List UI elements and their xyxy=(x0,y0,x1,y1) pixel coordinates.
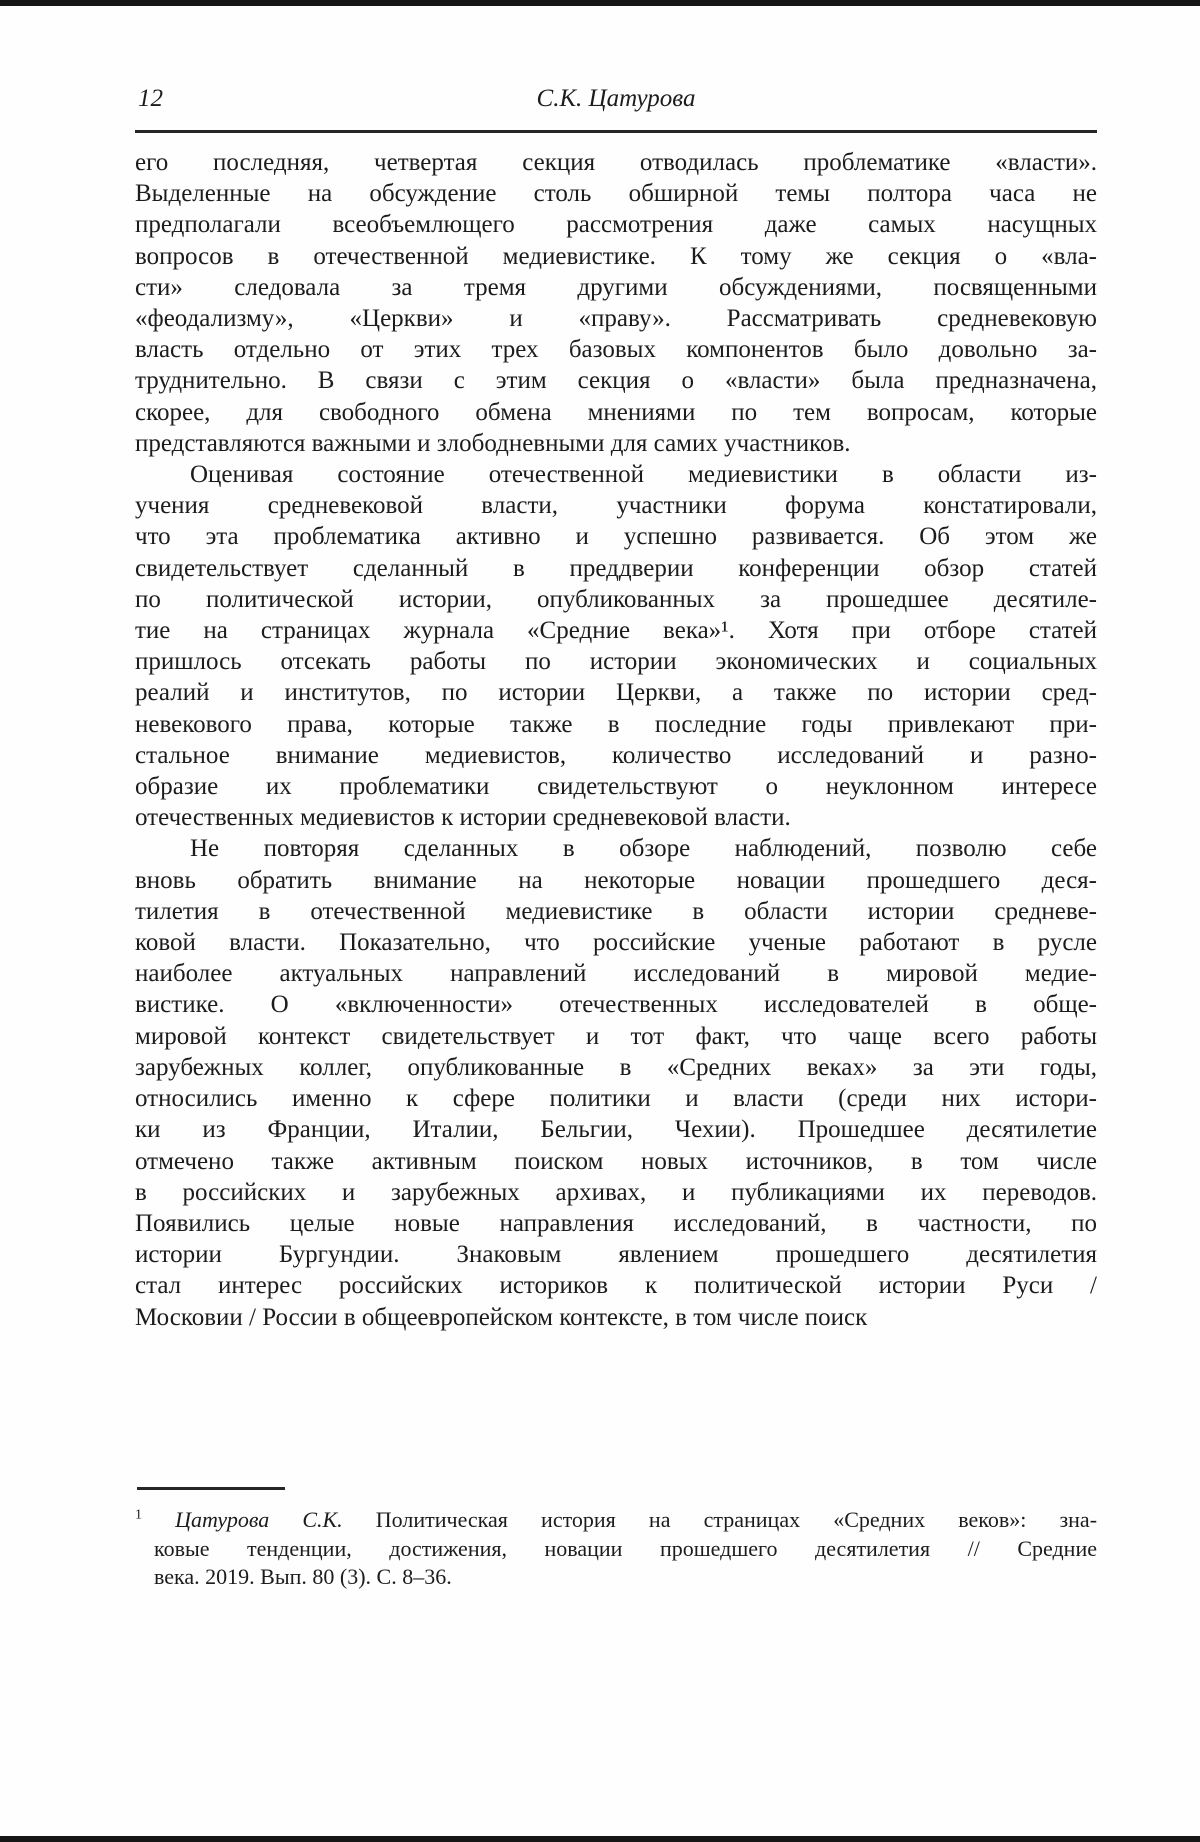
text-line: мировой контекст свидетельствует и тот факт, что чаще всего работы xyxy=(135,1022,1097,1050)
text-line: стальное внимание медиевистов, количество исследований и разно- xyxy=(135,741,1097,769)
text-line: отечественных медиевистов к истории средневековой власти. xyxy=(135,804,791,832)
scan-edge-bottom xyxy=(0,1836,1200,1842)
page-header xyxy=(135,84,1097,130)
scan-edge-top xyxy=(0,0,1200,6)
text-line: Выделенные на обсуждение столь обширной темы полтора часа не xyxy=(135,180,1097,208)
text-line: труднительно. В связи с этим секция о «власти» была предназначена, xyxy=(135,367,1097,395)
text-line: что эта проблематика активно и успешно развивается. Об этом же xyxy=(135,523,1097,551)
text-line: относились именно к сфере политики и власти (среди них истори- xyxy=(135,1085,1097,1113)
text-line: Появились целые новые направления исследований, в частности, по xyxy=(135,1209,1097,1237)
text-line: вопросов в отечественной медиевистике. К тому же секция о «вла- xyxy=(135,242,1097,270)
text-line: Московии / России в общеевропейском контексте, в том числе поиск xyxy=(135,1303,868,1331)
footnote-rule xyxy=(137,1487,285,1490)
footnote-marker: 1 xyxy=(135,1507,142,1523)
text-line: сти» следовала за тремя другими обсуждениями, посвященными xyxy=(135,273,1097,301)
footnote xyxy=(135,1487,1097,1592)
text-line: «феодализму», «Церкви» и «праву». Рассматривать средневековую xyxy=(135,305,1097,333)
text-line: власть отдельно от этих трех базовых компонентов было довольно за- xyxy=(135,336,1097,364)
text-line: предполагали всеобъемлющего рассмотрения даже самых насущных xyxy=(135,211,1097,239)
footnote-line-1 xyxy=(135,1506,1097,1535)
text-line: наиболее актуальных направлений исследований в мировой медие- xyxy=(135,960,1097,988)
text-line: реалий и институтов, по истории Церкви, а также по истории сред- xyxy=(135,679,1097,707)
text-line: тилетия в отечественной медиевистике в области истории средневе- xyxy=(135,897,1097,925)
text-line: истории Бургундии. Знаковым явлением прошедшего десятилетия xyxy=(135,1241,1097,1269)
text-line: стал интерес российских историков к политической истории Руси / xyxy=(135,1272,1097,1300)
text-line: пришлось отсекать работы по истории экономических и социальных xyxy=(135,648,1097,676)
text-line: зарубежных коллег, опубликованные в «Средних веках» за эти годы, xyxy=(135,1053,1097,1081)
text-line: тие на страницах журнала «Средние века»¹. Хотя при отборе статей xyxy=(135,617,1097,645)
text-line: образие их проблематики свидетельствуют о неуклонном интересе xyxy=(135,773,1097,801)
body-text xyxy=(135,147,1097,1333)
text-line: вистике. О «включенности» отечественных исследователей в обще- xyxy=(135,991,1097,1019)
footnote-author: Цатурова С.К. xyxy=(175,1507,343,1532)
page-content xyxy=(135,84,1097,1333)
text-line: скорее, для свободного обмена мнениями по тем вопросам, которые xyxy=(135,398,1097,426)
header-rule xyxy=(135,130,1097,133)
footnote-line-3: века. 2019. Вып. 80 (3). С. 8–36. xyxy=(154,1564,452,1589)
text-line: свидетельствует сделанный в преддверии конференции обзор статей xyxy=(135,554,1097,582)
text-line: Оценивая состояние отечественной медиевистики в области из- xyxy=(190,461,1097,489)
text-line: по политической истории, опубликованных за прошедшее десятиле- xyxy=(135,585,1097,613)
text-line: представляются важными и злободневными для самих участников. xyxy=(135,429,851,457)
footnote-citation-text: Политическая история на страницах «Средних веков»: зна- xyxy=(375,1507,1098,1532)
text-line: учения средневековой власти, участники форума констатировали, xyxy=(135,492,1097,520)
text-line: Не повторяя сделанных в обзоре наблюдений, позволю себе xyxy=(190,835,1097,863)
paragraph xyxy=(135,147,1097,459)
paragraph xyxy=(135,459,1097,833)
paragraph xyxy=(135,833,1097,1332)
text-line: его последняя, четвертая секция отводилась проблематике «власти». xyxy=(135,149,1097,176)
text-line: ковой власти. Показательно, что российские ученые работают в русле xyxy=(135,929,1097,957)
text-line: в российских и зарубежных архивах, и публикациями их переводов. xyxy=(135,1178,1097,1206)
text-line: вновь обратить внимание на некоторые новации прошедшего деся- xyxy=(135,866,1097,894)
running-title: С.К. Цатурова xyxy=(536,85,696,112)
text-line: невекового права, которые также в последние годы привлекают при- xyxy=(135,710,1097,738)
text-line: отмечено также активным поиском новых источников, в том числе xyxy=(135,1147,1097,1175)
text-line: ки из Франции, Италии, Бельгии, Чехии). Прошедшее десятилетие xyxy=(135,1116,1097,1144)
page-number: 12 xyxy=(138,85,163,112)
footnote-line-2: ковые тенденции, достижения, новации прошедшего десятилетия // Средние xyxy=(154,1535,1097,1561)
